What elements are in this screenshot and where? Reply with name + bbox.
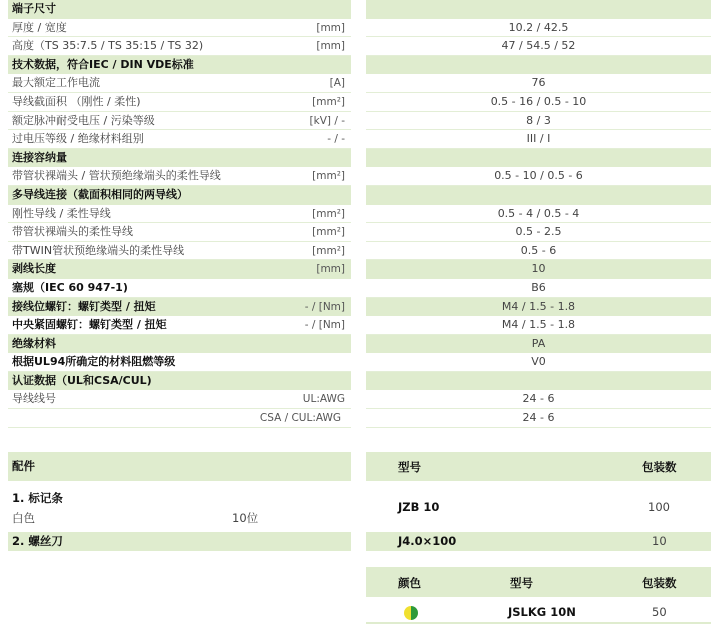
- color-model: JSLKG 10N: [508, 605, 576, 619]
- spec-label-cell: [8, 205, 351, 224]
- spec-label-cell: [8, 223, 351, 242]
- order-model: JZB 10: [398, 500, 440, 514]
- spec-name: 接线位螺钉：螺钉类型 / 扭矩: [12, 299, 156, 313]
- spec-value: [366, 353, 711, 372]
- spec-row: [0, 242, 716, 261]
- spec-label-cell: [8, 56, 351, 75]
- order-col-pack: 包装数: [642, 460, 677, 474]
- spec-value-text: 10: [531, 262, 546, 276]
- spec-value: [366, 260, 711, 279]
- spec-name: 中央紧固螺钉：螺钉类型 / 扭矩: [12, 318, 167, 332]
- spec-unit: [mm²]: [312, 95, 345, 108]
- spec-value-text: III / I: [526, 132, 551, 146]
- yellow-green-color-icon: [404, 606, 418, 620]
- spec-value: [366, 93, 711, 112]
- spec-row: [0, 19, 716, 38]
- spec-row: [0, 298, 716, 317]
- color-col-color: 颜色: [398, 576, 421, 590]
- spec-row: [0, 335, 716, 354]
- spec-label-cell: [8, 353, 351, 372]
- accessory-spec: 10位: [232, 511, 259, 525]
- spec-label-cell: [8, 260, 351, 279]
- spec-value: [366, 74, 711, 93]
- spec-name: 带管状裸端头的柔性导线: [12, 225, 133, 239]
- spec-value-text: 0.5 - 10 / 0.5 - 6: [494, 169, 583, 183]
- accessory-marker-strip: 1. 标记条: [12, 491, 63, 505]
- spec-value: [366, 390, 711, 409]
- spec-row: [0, 205, 716, 224]
- spec-value: [366, 19, 711, 38]
- spec-row: [0, 409, 716, 428]
- spec-label-cell: [8, 409, 351, 428]
- spec-row: [0, 279, 716, 298]
- spec-value-text: 0.5 - 2.5: [515, 225, 562, 239]
- spec-row: [0, 260, 716, 279]
- spec-name: 塞规（IEC 60 947-1): [12, 280, 128, 294]
- accessories-header: 配件: [8, 452, 351, 481]
- spec-value: [366, 409, 711, 428]
- spec-row: [0, 93, 716, 112]
- spec-row: [0, 112, 716, 131]
- spec-unit: [mm²]: [312, 170, 345, 183]
- spec-value: [366, 279, 711, 298]
- spec-unit: [mm²]: [312, 207, 345, 220]
- spec-unit: CSA / CUL:AWG: [259, 412, 341, 425]
- spec-value: [366, 223, 711, 242]
- spec-unit: [A]: [329, 77, 345, 90]
- spec-name: 过电压等级 / 绝缘材料组别: [12, 132, 144, 146]
- divider: [366, 622, 711, 624]
- spec-row: [0, 353, 716, 372]
- spec-row: [0, 74, 716, 93]
- spec-name: 额定脉冲耐受电压 / 污染等级: [12, 113, 155, 127]
- spec-label-cell: [8, 279, 351, 298]
- spec-value: [366, 186, 711, 205]
- spec-value-text: PA: [531, 336, 546, 350]
- spec-row: [0, 316, 716, 335]
- spec-label-cell: [8, 298, 351, 317]
- spec-value: [366, 56, 711, 75]
- order-pack: 10: [652, 534, 667, 548]
- spec-label-cell: [8, 242, 351, 261]
- spec-value-text: V0: [531, 355, 546, 369]
- spec-label-cell: [8, 93, 351, 112]
- spec-label-cell: [8, 0, 351, 19]
- spec-value-text: M4 / 1.5 - 1.8: [501, 318, 576, 332]
- spec-value: [366, 167, 711, 186]
- order-pack: 100: [648, 500, 670, 514]
- spec-value: [366, 130, 711, 149]
- spec-value-text: 76: [531, 76, 546, 90]
- spec-name: 认证数据（UL和CSA/CUL): [12, 373, 152, 387]
- spec-name: 刚性导线 / 柔性导线: [12, 206, 111, 220]
- spec-unit: UL:AWG: [302, 393, 345, 406]
- spec-name: 高度（TS 35:7.5 / TS 35:15 / TS 32): [12, 39, 204, 53]
- spec-label-cell: [8, 74, 351, 93]
- spec-value-text: 24 - 6: [522, 392, 555, 406]
- spec-value: [366, 37, 711, 56]
- spec-value-text: 47 / 54.5 / 52: [501, 39, 576, 53]
- spec-value-text: 8 / 3: [526, 113, 551, 127]
- spec-row: [0, 390, 716, 409]
- spec-name: 技术数据，符合IEC / DIN VDE标准: [12, 57, 194, 71]
- spec-row: [0, 130, 716, 149]
- spec-name: 剥线长度: [12, 262, 56, 276]
- spec-label-cell: [8, 316, 351, 335]
- spec-name: 导线截面积 （刚性 / 柔性): [12, 94, 141, 108]
- spec-unit: - / -: [327, 133, 345, 146]
- spec-value: [366, 242, 711, 261]
- spec-value-text: B6: [531, 280, 546, 294]
- spec-name: 多导线连接（截面积相同的两导线）: [12, 187, 188, 201]
- spec-name: 根据UL94所确定的材料阻燃等级: [12, 355, 176, 369]
- spec-row: [0, 372, 716, 391]
- order-col-model: 型号: [398, 460, 421, 474]
- color-col-model: 型号: [510, 576, 533, 590]
- spec-value-text: 24 - 6: [522, 411, 555, 425]
- color-col-pack: 包装数: [642, 576, 677, 590]
- spec-unit: [mm]: [316, 263, 345, 276]
- spec-value: [366, 335, 711, 354]
- spec-name: 绝缘材料: [12, 336, 56, 350]
- spec-value-text: 0.5 - 16 / 0.5 - 10: [490, 94, 587, 108]
- spec-label-cell: [8, 149, 351, 168]
- spec-name: 最大额定工作电流: [12, 76, 100, 90]
- spec-label-cell: [8, 335, 351, 354]
- spec-value-text: 0.5 - 6: [520, 243, 557, 257]
- spec-label-cell: [8, 372, 351, 391]
- spec-label-cell: [8, 167, 351, 186]
- accessory-screwdriver: 2. 螺丝刀: [8, 532, 351, 551]
- spec-value: [366, 149, 711, 168]
- spec-unit: [mm]: [316, 21, 345, 34]
- spec-unit: [mm²]: [312, 226, 345, 239]
- spec-unit: - / [Nm]: [304, 300, 345, 313]
- spec-value: [366, 112, 711, 131]
- spec-row: [0, 186, 716, 205]
- spec-row: [0, 167, 716, 186]
- spec-row: [0, 0, 716, 19]
- spec-value-text: M4 / 1.5 - 1.8: [501, 299, 576, 313]
- spec-label-cell: [8, 19, 351, 38]
- spec-name: 带TWIN管状预绝缘端头的柔性导线: [12, 243, 185, 257]
- spec-row: [0, 223, 716, 242]
- spec-label-cell: [8, 37, 351, 56]
- spec-name: 导线线号: [12, 392, 56, 406]
- spec-unit: - / [Nm]: [304, 319, 345, 332]
- spec-value: [366, 316, 711, 335]
- spec-value-text: 10.2 / 42.5: [508, 20, 569, 34]
- spec-label-cell: [8, 112, 351, 131]
- color-pack: 50: [652, 605, 667, 619]
- spec-row: [0, 37, 716, 56]
- spec-name: 连接容纳量: [12, 150, 67, 164]
- spec-value: [366, 205, 711, 224]
- accessory-color: 白色: [12, 511, 35, 525]
- spec-unit: [mm]: [316, 40, 345, 53]
- spec-value: [366, 298, 711, 317]
- order-model: J4.0×100: [398, 534, 457, 548]
- spec-name: 带管状裸端头 / 管状预绝缘端头的柔性导线: [12, 169, 221, 183]
- spec-row: [0, 149, 716, 168]
- spec-name: 厚度 / 宽度: [12, 20, 67, 34]
- spec-label-cell: [8, 186, 351, 205]
- spec-label-cell: [8, 390, 351, 409]
- spec-unit: [mm²]: [312, 244, 345, 257]
- spec-value: [366, 0, 711, 19]
- spec-row: [0, 56, 716, 75]
- spec-unit: [kV] / -: [309, 114, 345, 127]
- spec-label-cell: [8, 130, 351, 149]
- spec-value-text: 0.5 - 4 / 0.5 - 4: [497, 206, 580, 220]
- spec-name: 端子尺寸: [12, 2, 56, 15]
- spec-value: [366, 372, 711, 391]
